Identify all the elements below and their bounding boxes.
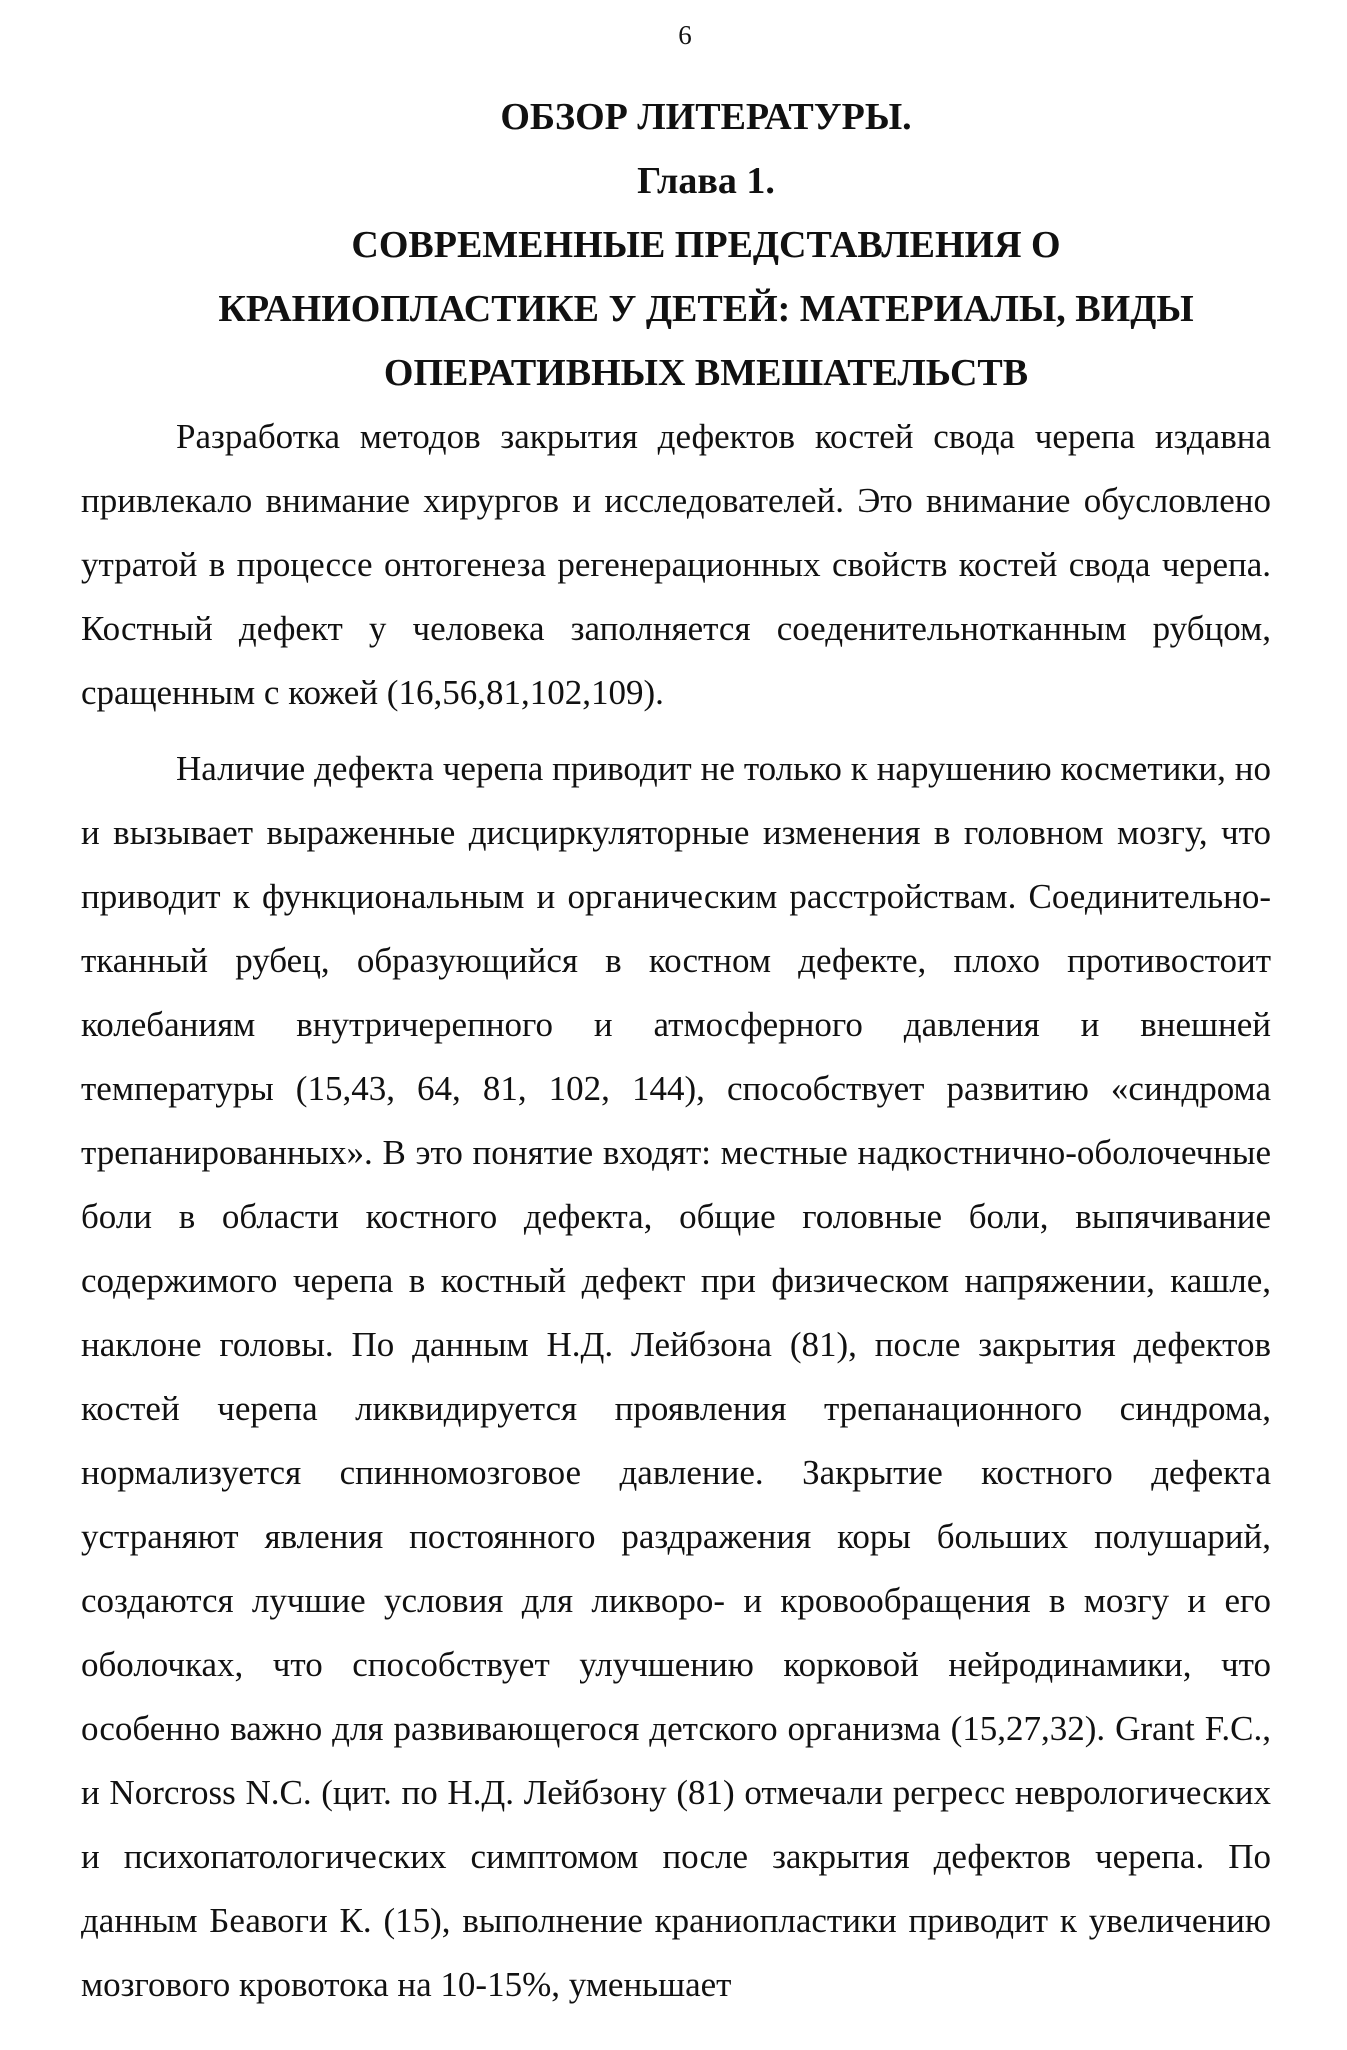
paragraph-1: Разработка методов закрытия дефектов костей свода черепа издавна привлекало внимание хирургов и исследователей. Это внимание обусловлено утратой в процессе онтогенеза регенерационных свойств костей свода черепа. Костный дефект у человека заполняется соеденительнотканным рубцом, сращенным с кожей (16,56,81,102,109). bbox=[81, 417, 1271, 712]
chapter-title: СОВРЕМЕННЫЕ ПРЕДСТАВЛЕНИЯ О КРАНИОПЛАСТИКЕ У ДЕТЕЙ: МАТЕРИАЛЫ, ВИДЫ ОПЕРАТИВНЫХ ВМЕШАТЕЛЬСТВ bbox=[218, 224, 1194, 394]
section-heading: ОБЗОР ЛИТЕРАТУРЫ. bbox=[500, 96, 912, 138]
page-number: 6 bbox=[678, 20, 692, 50]
chapter-label: Глава 1. bbox=[637, 160, 775, 202]
paragraph-2: Наличие дефекта черепа приводит не только к нарушению косметики, но и вызывает выраженные дисциркуляторные изменения в головном мозгу, что приводит к функциональным и органическим расстройствам. Соединительно-тканный рубец, образующийся в костном дефекте, плохо противостоит колебаниям внутричерепного и атмосферного давления и внешней температуры (15,43, 64, 81, 102, 144), способствует развитию «синдрома трепанированных». В это понятие входят: местные надкостнично-оболочечные боли в области костного дефекта, общие головные боли, выпячивание содержимого черепа в костный дефект при физическом напряжении, кашле, наклоне головы. По данным Н.Д. Лейбзона (81), после закрытия дефектов костей черепа ликвидируется проявления трепанационного синдрома, нормализуется спинномозговое давление. Закрытие костного дефекта устраняют явления постоянного раздражения коры больших полушарий, создаются лучшие условия для ликворо- и кровообращения в мозгу и его оболочках, что способствует улучшению корковой нейродинамики, что особенно важно для развивающегося детского организма (15,27,32). Grant F.C., и Norcross N.C. (цит. по Н.Д. Лейбзону (81) отмечали регресс неврологических и психопатологических симптомом после закрытия дефектов черепа. По данным Беавоги К. (15), выполнение краниопластики приводит к увеличению мозгового кровотока на 10-15%, уменьшает bbox=[81, 749, 1271, 2004]
